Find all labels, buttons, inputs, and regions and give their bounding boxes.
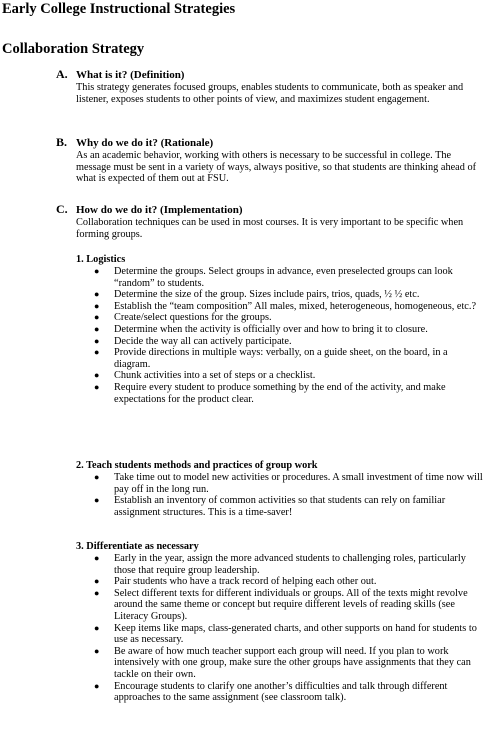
list-item — [76, 588, 486, 623]
section-body: Collaboration techniques can be used in most courses. It is very important to be specific when forming groups. — [76, 217, 464, 240]
list-item — [76, 623, 486, 646]
list-item — [76, 289, 486, 301]
bullet-icon: ● — [94, 381, 100, 392]
section-letter: B. — [56, 135, 68, 149]
list-item — [76, 553, 486, 576]
list-item-text: Establish an inventory of common activities so that students can rely on familiar assignment structures. This is a time-saver! — [114, 495, 446, 518]
list-item-text: Early in the year, assign the more advanced students to challenging roles, particularly those that require group leadership. — [114, 553, 466, 576]
section-body: As an academic behavior, working with others is necessary to be successful in college. The message must be sent in a variety of ways, always positive, so that students are thinking ahead of what is expected of them out at FSU. — [76, 150, 477, 185]
bullet-list — [76, 266, 486, 405]
list-item — [76, 324, 486, 336]
list-item-text: Provide directions in multiple ways: verbally, on a guide sheet, on the board, in a diagram. — [114, 347, 448, 370]
list-item — [76, 347, 486, 370]
bullet-icon: ● — [94, 289, 100, 300]
bullet-icon: ● — [94, 587, 100, 598]
bullet-list — [76, 553, 486, 704]
list-item — [76, 336, 486, 348]
list-item-text: Determine the size of the group. Sizes include pairs, trios, quads, ½ ½ etc. — [114, 289, 420, 301]
list-item — [76, 382, 486, 405]
bullet-icon: ● — [94, 266, 100, 276]
list-item-text: Keep items like maps, class-generated charts, and other supports on hand for students to use as necessary. — [114, 622, 477, 646]
bullet-icon: ● — [94, 335, 100, 346]
bullet-icon: ● — [94, 680, 100, 691]
list-item — [76, 266, 486, 289]
section-implementation — [56, 203, 481, 240]
section-rationale — [56, 136, 481, 185]
section-letter: C. — [56, 202, 68, 216]
bullet-icon: ● — [94, 645, 100, 656]
list-item-text: Establish the “team composition” All males, mixed, heterogeneous, homogeneous, etc.? — [114, 300, 477, 312]
list-item — [76, 301, 486, 313]
bullet-icon: ● — [94, 622, 100, 633]
list-item — [76, 472, 486, 495]
section-definition — [56, 68, 481, 105]
bullet-icon: ● — [94, 553, 100, 563]
section-title: How do we do it? (Implementation) — [76, 204, 243, 216]
list-item-text: Require every student to produce something by the end of the activity, and make expectations for the product clear. — [114, 381, 446, 405]
list-item-text: Determine when the activity is officially over and how to bring it to closure. — [114, 323, 428, 335]
bullet-icon: ● — [94, 576, 100, 587]
list-item — [76, 495, 486, 518]
section-body: This strategy generates focused groups, enables students to communicate, both as speaker and listener, exposes students to other points of view, and maximizes student engagement. — [76, 82, 464, 105]
bullet-icon: ● — [94, 472, 100, 482]
list-item-text: Pair students who have a track record of helping each other out. — [114, 576, 377, 588]
list-item — [76, 681, 486, 704]
list-item-text: Take time out to model new activities or procedures. A small investment of time now will pay off in the long run. — [114, 472, 483, 495]
document-title: Early College Instructional Strategies — [2, 1, 236, 17]
document-subtitle: Collaboration Strategy — [2, 41, 145, 57]
list-item-text: Be aware of how much teacher support each group will need. If you plan to work intensively with one group, make sure the other groups have assignments that they can tackle on their own. — [114, 645, 471, 680]
subsection-teach-methods — [76, 460, 486, 518]
section-title: What is it? (Definition) — [76, 69, 185, 81]
subsection-differentiate — [76, 541, 486, 704]
section-heading — [56, 203, 481, 217]
bullet-icon: ● — [94, 370, 100, 381]
subsection-heading: 2. Teach students methods and practices of group work — [76, 460, 318, 471]
section-heading — [56, 136, 481, 150]
list-item-text: Chunk activities into a set of steps or a checklist. — [114, 370, 316, 382]
bullet-icon: ● — [94, 495, 100, 506]
section-letter: A. — [56, 67, 68, 81]
bullet-icon: ● — [94, 347, 100, 358]
list-item — [76, 576, 486, 588]
list-item — [76, 312, 486, 324]
bullet-icon: ● — [94, 300, 100, 311]
list-item — [76, 646, 486, 681]
section-heading — [56, 68, 481, 82]
list-item-text: Determine the groups. Select groups in advance, even preselected groups can look “random” to students. — [114, 266, 453, 289]
bullet-icon: ● — [94, 323, 100, 334]
section-title: Why do we do it? (Rationale) — [76, 137, 214, 149]
list-item-text: Select different texts for different individuals or groups. All of the texts might revolve around the same theme or concept but require different levels of reading skills (see Literacy Groups). — [114, 587, 468, 622]
subsection-logistics — [76, 254, 486, 405]
subsection-heading: 1. Logistics — [76, 254, 126, 265]
list-item — [76, 370, 486, 382]
bullet-icon: ● — [94, 312, 100, 323]
list-item-text: Create/select questions for the groups. — [114, 312, 272, 324]
list-item-text: Encourage students to clarify one another’s difficulties and talk through different approaches to the same assignment (see classroom talk). — [114, 680, 448, 704]
list-item-text: Decide the way all can actively participate. — [114, 335, 292, 347]
subsection-heading: 3. Differentiate as necessary — [76, 541, 199, 552]
bullet-list — [76, 472, 486, 518]
